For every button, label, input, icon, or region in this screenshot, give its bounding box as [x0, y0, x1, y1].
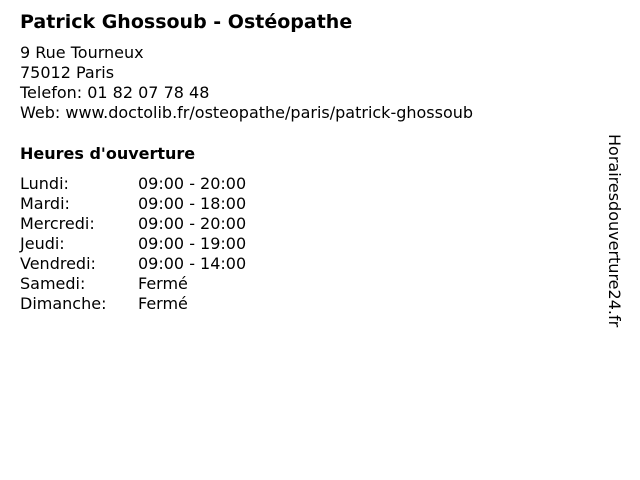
- hours-time: 09:00 - 19:00: [138, 234, 247, 253]
- contact-block: [20, 43, 473, 123]
- site-brand-vertical: Horairesdouverture24.fr: [605, 134, 624, 328]
- hours-day: Vendredi:: [20, 254, 96, 273]
- hours-time: 09:00 - 20:00: [138, 214, 247, 233]
- opening-hours-heading: Heures d'ouverture: [20, 144, 196, 163]
- hours-day: Dimanche:: [20, 294, 107, 313]
- hours-time: 09:00 - 14:00: [138, 254, 247, 273]
- hours-day: Mercredi:: [20, 214, 95, 233]
- hours-row-wednesday: [20, 214, 246, 234]
- hours-day: Mardi:: [20, 194, 70, 213]
- hours-time: 09:00 - 18:00: [138, 194, 247, 213]
- business-title: Patrick Ghossoub - Ostéopathe: [20, 11, 353, 33]
- hours-row-monday: [20, 174, 246, 194]
- hours-row-friday: [20, 254, 246, 274]
- hours-time: 09:00 - 20:00: [138, 174, 247, 193]
- phone-number: Telefon: 01 82 07 78 48: [20, 83, 210, 102]
- hours-day: Lundi:: [20, 174, 69, 193]
- address-city: 75012 Paris: [20, 63, 115, 82]
- hours-row-sunday: [20, 294, 246, 314]
- hours-row-thursday: [20, 234, 246, 254]
- hours-row-tuesday: [20, 194, 246, 214]
- hours-time: Fermé: [138, 274, 188, 293]
- hours-row-saturday: [20, 274, 246, 294]
- hours-day: Samedi:: [20, 274, 86, 293]
- address-street: 9 Rue Tourneux: [20, 43, 144, 62]
- website-link[interactable]: Web: www.doctolib.fr/osteopathe/paris/patrick-ghossoub: [20, 103, 474, 122]
- opening-hours-table: [20, 174, 246, 314]
- hours-day: Jeudi:: [20, 234, 65, 253]
- hours-time: Fermé: [138, 294, 188, 313]
